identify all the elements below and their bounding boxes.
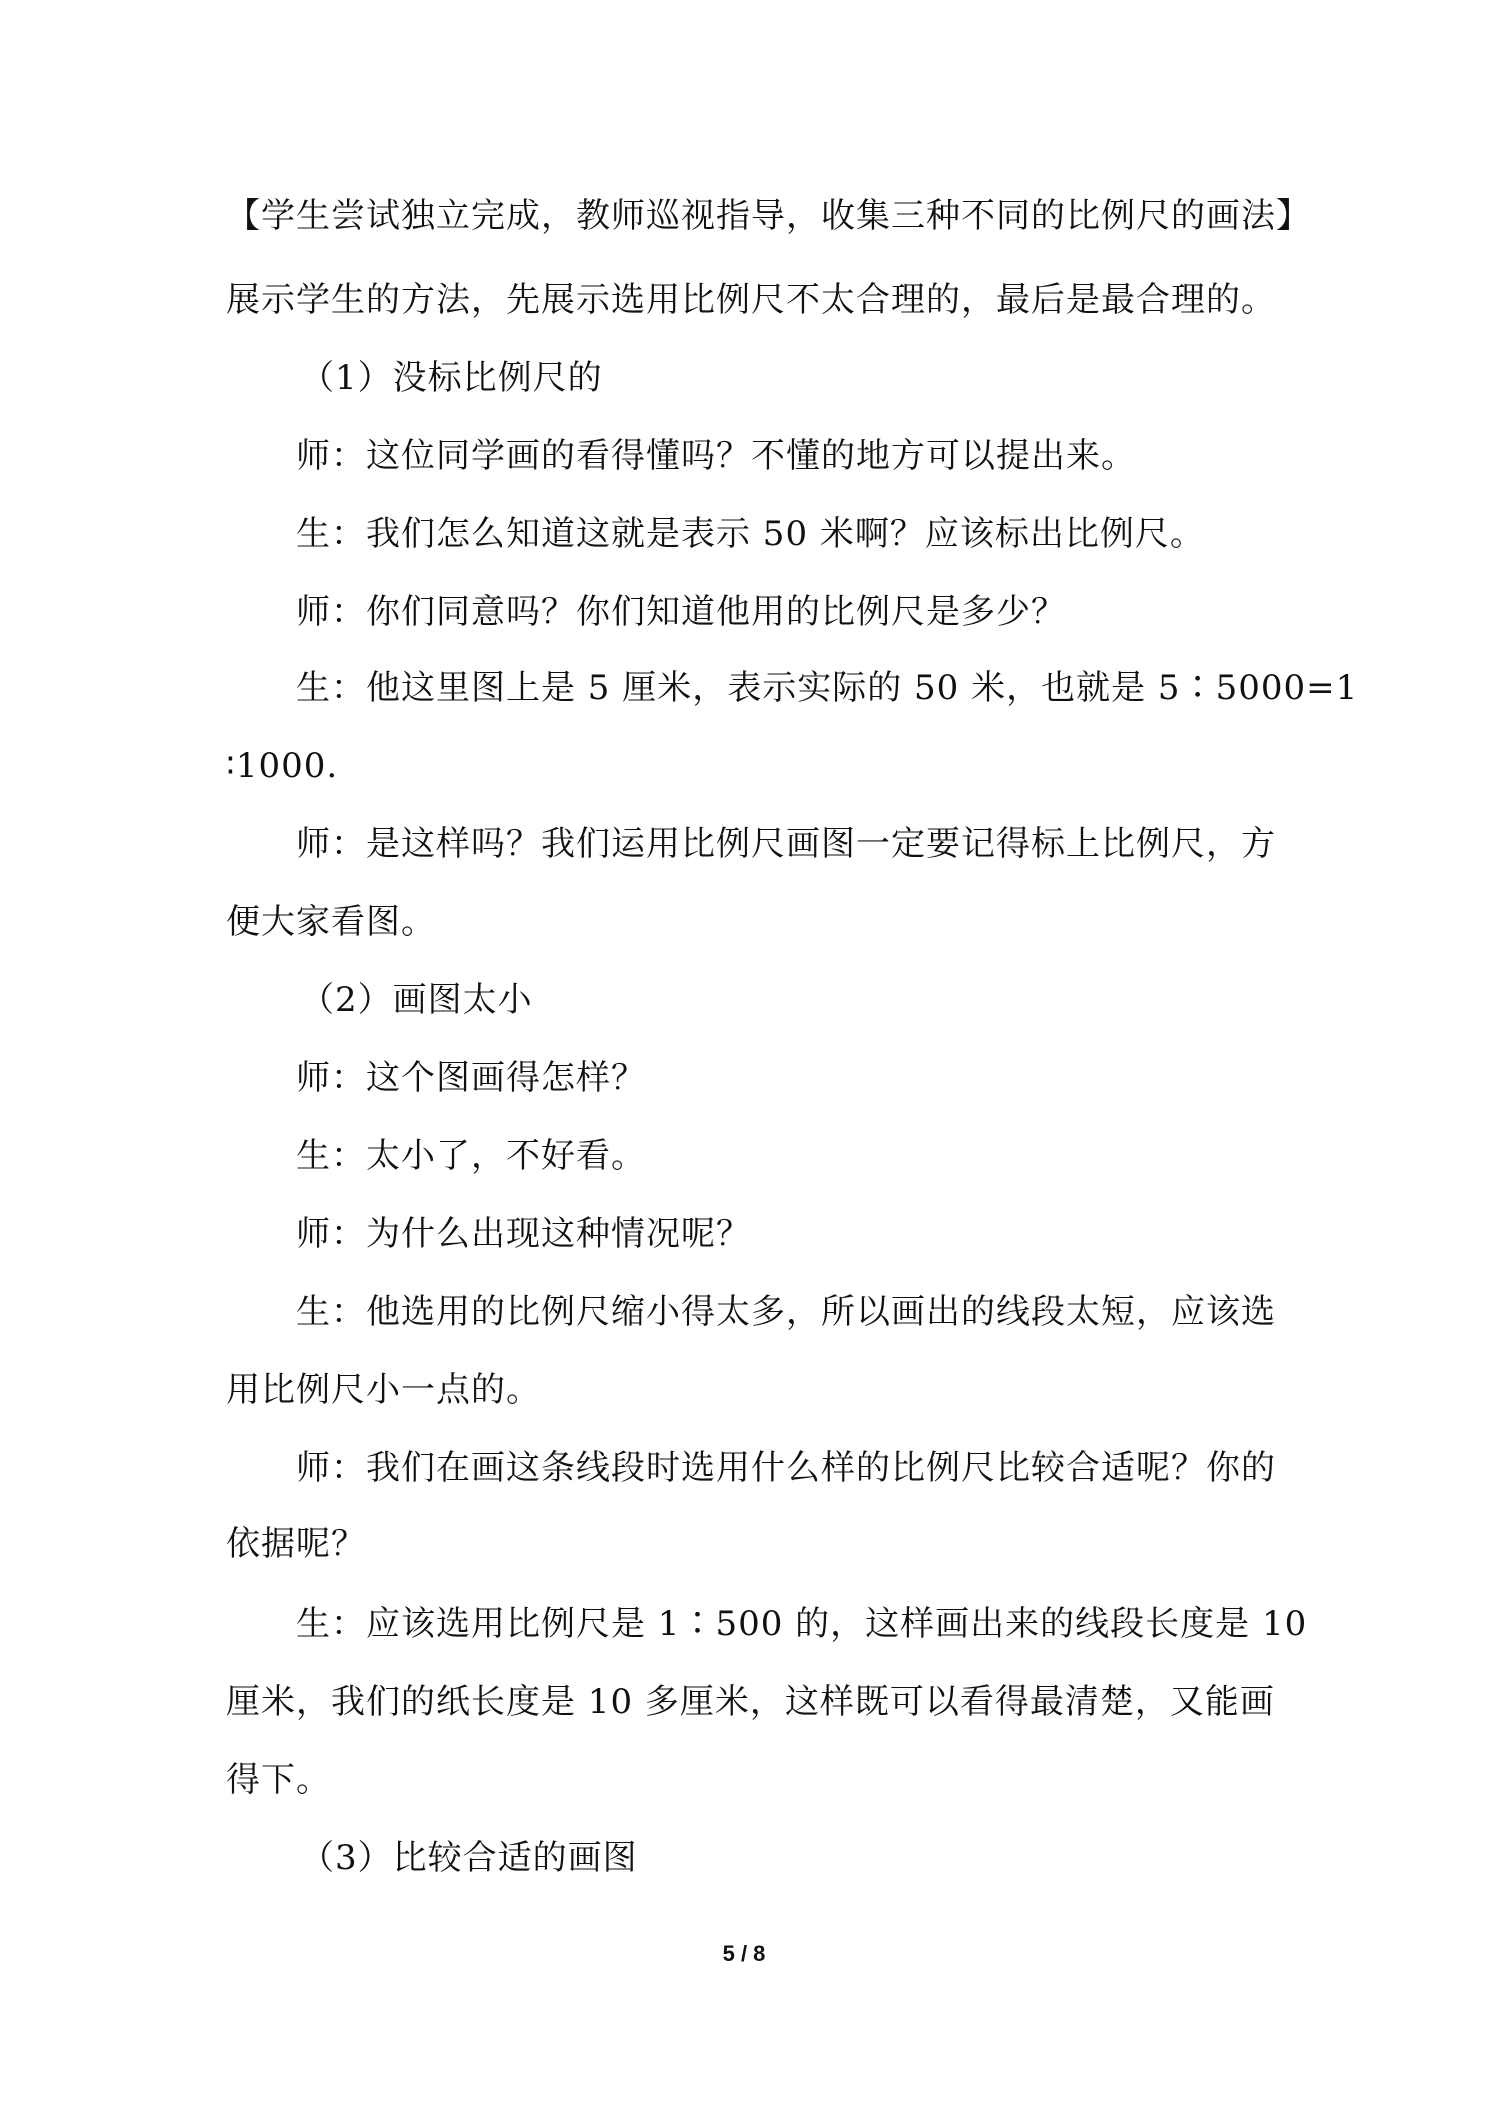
paragraph-line: 厘米，我们的纸长度是 10 多厘米，这样既可以看得最清楚，又能画 (226, 1682, 1275, 1722)
section-heading: （2）画图太小 (300, 980, 533, 1020)
paragraph-line: 师：为什么出现这种情况呢？ (296, 1214, 751, 1254)
paragraph-line: 师：你们同意吗？你们知道他用的比例尺是多少？ (296, 592, 1066, 632)
paragraph-line: 依据呢？ (226, 1524, 366, 1564)
paragraph-line: 【学生尝试独立完成，教师巡视指导，收集三种不同的比例尺的画法】 (226, 196, 1311, 236)
paragraph-line: 师：是这样吗？我们运用比例尺画图一定要记得标上比例尺，方 (296, 824, 1276, 864)
paragraph-line: 得下。 (226, 1760, 331, 1800)
paragraph-line: 生：他这里图上是 5 厘米，表示实际的 50 米，也就是 5∶5000=1 (296, 668, 1359, 708)
paragraph-line: 便大家看图。 (226, 902, 436, 942)
page-number: 5 / 8 (722, 1941, 766, 1966)
section-heading: （1）没标比例尺的 (300, 358, 603, 398)
section-heading: （3）比较合适的画图 (300, 1838, 638, 1878)
paragraph-line: 师：这位同学画的看得懂吗？不懂的地方可以提出来。 (296, 436, 1136, 476)
paragraph-line: 师：我们在画这条线段时选用什么样的比例尺比较合适呢？你的 (296, 1448, 1276, 1488)
paragraph-line: 生：他选用的比例尺缩小得太多，所以画出的线段太短，应该选 (296, 1292, 1276, 1332)
paragraph-line: 展示学生的方法，先展示选用比例尺不太合理的，最后是最合理的。 (226, 280, 1276, 320)
paragraph-line: 用比例尺小一点的。 (226, 1370, 541, 1410)
paragraph-line: 生：太小了，不好看。 (296, 1136, 646, 1176)
paragraph-line: 师：这个图画得怎样？ (296, 1058, 646, 1098)
paragraph-line: 生：我们怎么知道这就是表示 50 米啊？应该标出比例尺。 (296, 514, 1205, 554)
paragraph-line: 生：应该选用比例尺是 1∶500 的，这样画出来的线段长度是 10 (296, 1604, 1308, 1644)
paragraph-line: ∶1000. (226, 746, 339, 786)
